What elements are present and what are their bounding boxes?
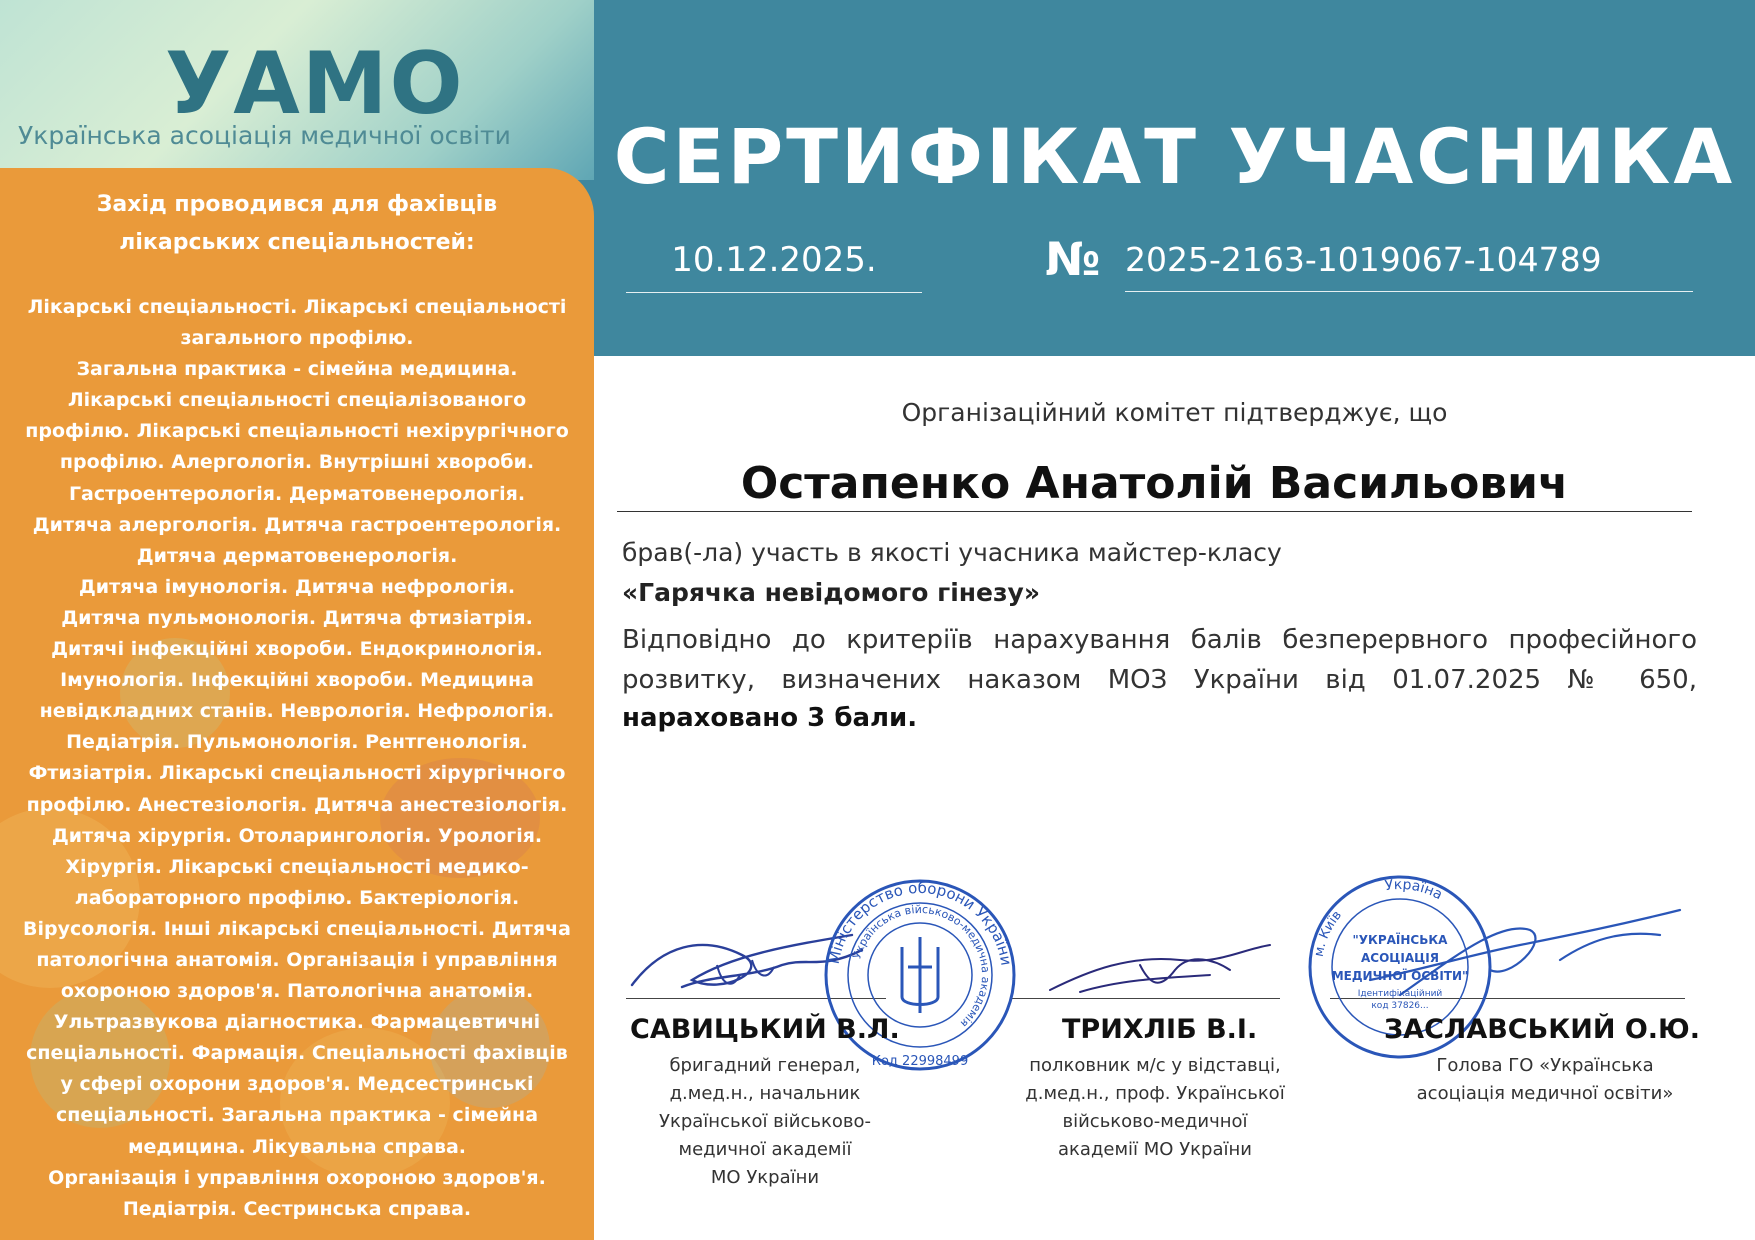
signatory-role [630,1052,900,1192]
specialty-line: медицина. Лікувальна справа. [127,1135,467,1158]
role-line: полковник м/с у відставці, [1029,1055,1281,1076]
signatory-role [1010,1052,1300,1164]
role-line: МО України [710,1167,820,1188]
specialty-line: невідкладних станів. Неврологія. Нефрологія. [39,700,555,723]
specialty-line: лабораторного профілю. Бактеріологія. [74,886,520,909]
role-line: Голова ГО «Українська [1436,1055,1654,1076]
role-line: д.мед.н., начальник [669,1083,861,1104]
specialty-line: Вірусологія. Інші лікарські спеціальності. Дитяча [22,917,572,940]
stamp-id-label: Ідентифікаційний [1357,989,1443,999]
role-line: асоціація медичної освіти» [1416,1083,1674,1104]
specialty-line: Хірургія. Лікарські спеціальності медико- [65,855,529,878]
specialty-line: Дитяча хірургія. Отоларингологія. Урологія. [51,824,543,847]
recipient-name: Остапенко Анатолій Васильович [617,458,1692,512]
stamp-inner-text: Українська військово-медична академія [850,902,993,1030]
role-line: Української військово- [659,1111,871,1132]
signatory-name: ТРИХЛІБ В.І. [1062,1014,1258,1045]
points-awarded: нараховано 3 бали. [622,703,918,733]
logo-area [0,0,594,180]
specialty-line: профілю. Лікарські спеціальності нехірургічного [25,420,569,443]
stamp-code: Код 22998499 [871,1054,969,1069]
specialty-line: Фтизіатрія. Лікарські спеціальності хірургічного [28,762,566,785]
specialty-line: Дитяча алергологія. Дитяча гастроентерологія. [32,513,562,536]
specialty-line: Гастроентерологія. Дерматовенерологія. [68,482,526,505]
criteria-text: Відповідно до критеріїв нарахування балів безперервного професійного розвитку, визначених наказом МОЗ України від 01.07.2025 № 650, [622,625,1697,695]
specialty-line: профілю. Анестезіологія. Дитяча анестезіологія. [26,793,568,816]
logo-mark: УАМО [165,34,465,134]
role-line: військово-медичної [1062,1111,1248,1132]
specialty-line: Ультразвукова діагностика. Фармацевтичні [53,1011,541,1034]
stamp-center-line: АСОЦІАЦІЯ [1360,951,1440,965]
role-line: академії МО України [1058,1139,1252,1160]
panel-heading-line: лікарських спеціальностей: [119,230,475,255]
specialties-list [12,292,582,1225]
signatory-name: САВИЦЬКИЙ В.Л. [630,1014,900,1045]
specialty-line: Педіатрія. Пульмонологія. Рентгенологія. [66,731,528,754]
specialty-line: Організація і управління охороною здоров'я. [48,1166,546,1189]
specialty-line: Імунологія. Інфекційні хвороби. Медицина [60,669,534,692]
role-line: д.мед.н., проф. Української [1025,1083,1285,1104]
specialty-line: Дитяча імунологія. Дитяча нефрологія. [78,575,516,598]
event-title: «Гарячка невідомого гінезу» [622,578,1040,607]
specialty-line: патологічна анатомія. Організація і управління [36,948,558,971]
specialty-line: Дитяча дерматовенерологія. [136,544,458,567]
stamp-center-line: "УКРАЇНСЬКА [1352,933,1448,947]
specialty-line: загального профілю. [180,327,414,350]
stamp-center-line: МЕДИЧНОЇ ОСВІТИ" [1331,969,1469,983]
confirmation-text: Організаційний комітет підтверджує, що [901,398,1448,427]
specialty-line: Дитячі інфекційні хвороби. Ендокринологія. [51,638,543,661]
specialty-line: Лікарські спеціальності спеціалізованого [67,389,527,412]
specialty-line: спеціальності. Фармація. Спеціальності фахівців [26,1042,568,1065]
specialty-line: у сфері охорони здоров'я. Медсестринські [60,1073,534,1096]
signatory-name: ЗАСЛАВСЬКИЙ О.Ю. [1384,1014,1701,1045]
stamp-ring-text: Міністерство оборони України [824,878,1016,967]
specialty-line: Лікарські спеціальності. Лікарські спеціальності [27,296,567,318]
certificate-date: 10.12.2025. [626,240,922,293]
panel-heading-line: Захід проводився для фахівців [96,192,498,217]
number-sign: № [1045,232,1101,286]
stamp-ministry [820,875,1020,1075]
specialty-line: профілю. Алергологія. Внутрішні хвороби. [59,451,535,474]
certificate-number: 2025-2163-1019067-104789 [1125,240,1693,292]
panel-heading [0,186,594,262]
specialty-line: охороною здоров'я. Патологічна анатомія. [60,980,534,1003]
role-line: медичної академії [678,1139,852,1160]
specialty-line: Загальна практика - сімейна медицина. [76,358,518,381]
specialty-line: спеціальності. Загальна практика - сімейна [55,1104,539,1127]
signature-trykhlib [1040,930,1280,1010]
stamp-ring-text: Україна [1383,876,1446,904]
specialty-line: Педіатрія. Сестринська справа. [122,1197,472,1220]
stamp-ring-left: м. Київ [1311,908,1345,958]
signatory-role [1375,1052,1715,1108]
trident-icon [902,937,938,1013]
stamp-id-code: код 37826... [1371,1001,1429,1011]
specialty-line: Дитяча пульмонологія. Дитяча фтизіатрія. [61,606,533,629]
logo-subtitle: Українська асоціація медичної освіти [18,121,511,150]
specialties-panel [0,168,594,1240]
role-line: бригадний генерал, [669,1055,861,1076]
certificate-title: СЕРТИФІКАТ УЧАСНИКА [613,112,1736,201]
participation-text: брав(-ла) участь в якості учасника майстер-класу [622,538,1282,567]
